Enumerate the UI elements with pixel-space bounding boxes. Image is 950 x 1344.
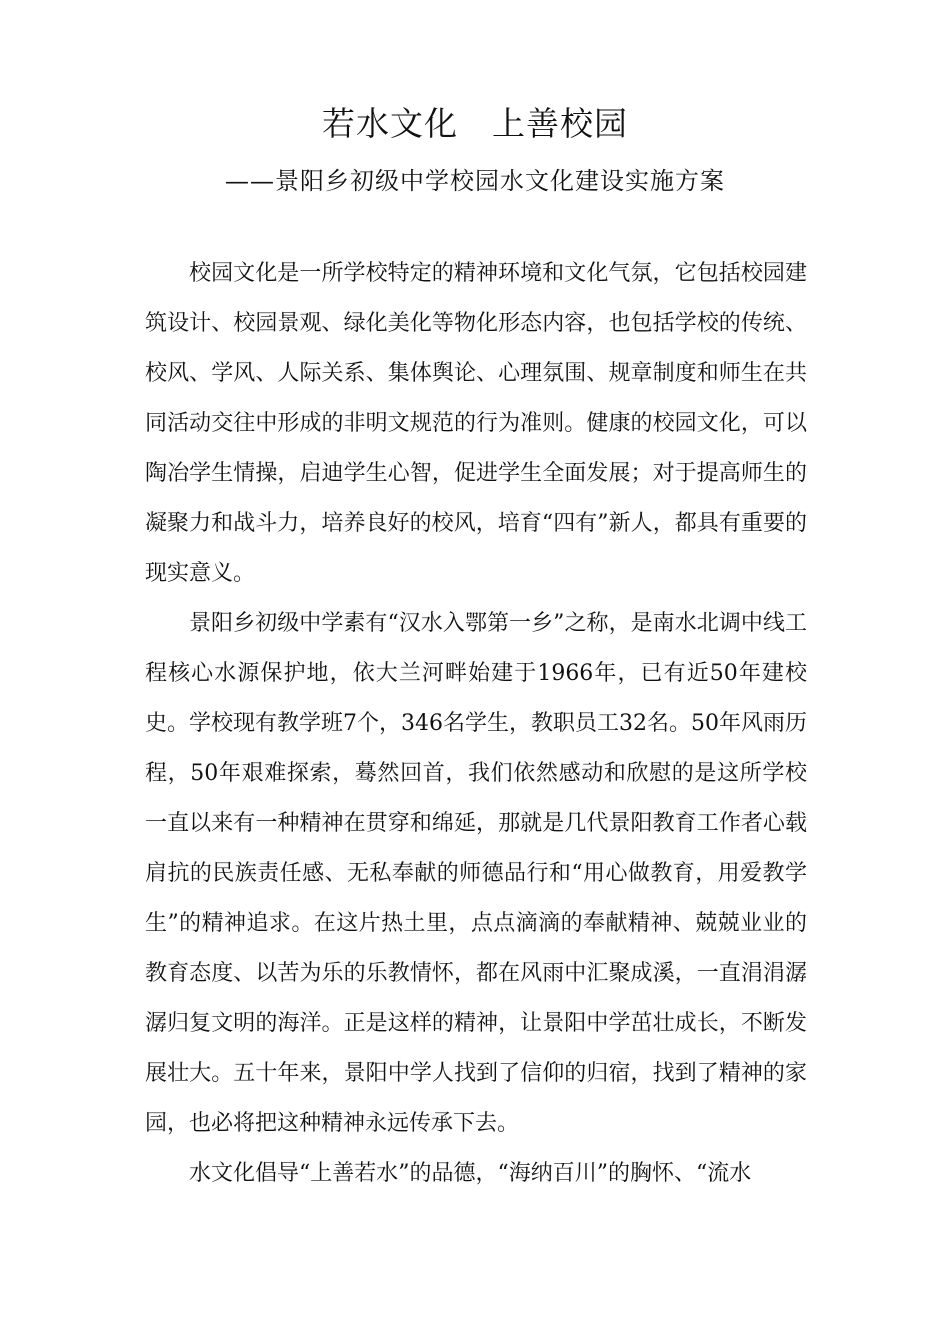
document-title: 若水文化 上善校园 (322, 104, 628, 143)
paragraph-water-culture: 水文化倡导“上善若水”的品德，“海纳百川”的胸怀、“流水 (189, 1161, 752, 1186)
paragraph-campus-culture: 校园文化是一所学校特定的精神环境和文化气氛，它包括校园建筑设计、校园景观、绿化美化等物化形态内容，也包括学校的传统、校风、学风、人际关系、集体舆论、心理氛围、规章制度和师生在共同活动交往中形成的非明文规范的行为准则。健康的校园文化，可以陶冶学生情操，启迪学生心智，促进学生全面发展；对于提高师生的凝聚力和战斗力，培养良好的校风，培育“四有”新人，都具有重要的现实意义。 (145, 261, 807, 586)
document-body (145, 249, 807, 1199)
paragraph-school-history: 景阳乡初级中学素有“汉水入鄂第一乡”之称，是南水北调中线工程核心水源保护地，依大兰河畔始建于1966年，已有近50年建校史。学校现有教学班7个，346名学生，教职员工32名。50年风雨历程，50年艰难探索，蓦然回首，我们依然感动和欣慰的是这所学校一直以来有一种精神在贯穿和绵延，那就是几代景阳教育工作者心载肩抗的民族责任感、无私奉献的师德品行和“用心做教育，用爱教学生”的精神追求。在这片热土里，点点滴滴的奉献精神、兢兢业业的教育态度、以苦为乐的乐教情怀，都在风雨中汇聚成溪，一直涓涓潺潺归复文明的海洋。正是这样的精神，让景阳中学茁壮成长，不断发展壮大。五十年来，景阳中学人找到了信仰的归宿，找到了精神的家园，也必将把这种精神永远传承下去。 (145, 611, 807, 1136)
document-subtitle: ——景阳乡初级中学校园水文化建设实施方案 (225, 167, 725, 195)
